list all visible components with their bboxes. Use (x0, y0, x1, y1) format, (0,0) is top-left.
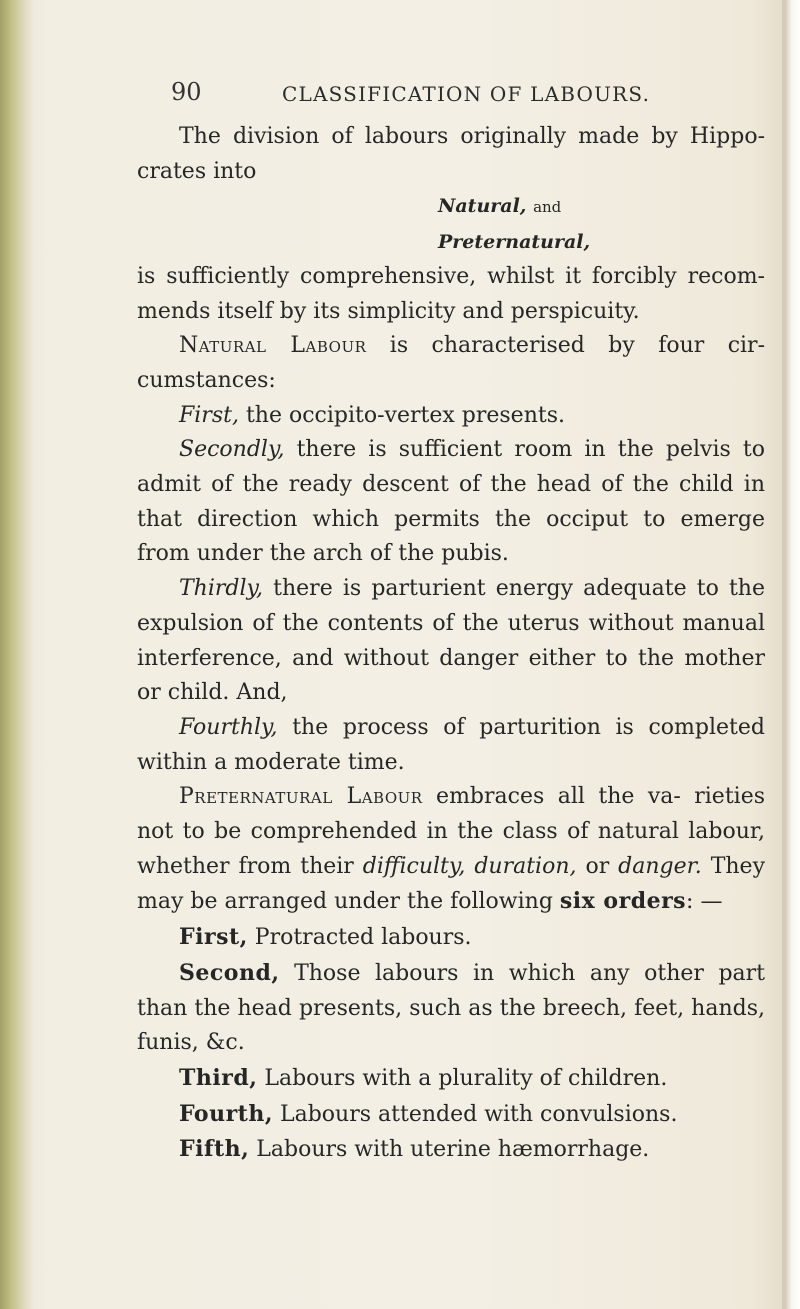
word-duration: duration, (474, 853, 577, 879)
text-fourthly: the process of parturition is completed within a moderate time. (137, 714, 765, 775)
term-natural (137, 189, 765, 225)
paragraph-intro: The division of labours originally made by Hippo- crates into (137, 124, 765, 184)
order-second (137, 956, 765, 1061)
natural-labour-text: is characterised by four cir- cumstances: (137, 333, 766, 393)
order-third (137, 1061, 765, 1097)
paragraph-thirdly (137, 572, 765, 711)
order-first-label: First, (179, 924, 248, 951)
page-gutter-shadow (0, 0, 34, 1309)
label-first: First, (179, 402, 239, 428)
pret-text-a: embraces all the va- rieties not to be comprehended in the class of natural labour, whether from their (137, 784, 766, 879)
term-preternatural: Preternatural, (438, 231, 591, 254)
body-text (137, 120, 765, 1168)
paragraph-preternatural-labour (137, 780, 765, 920)
label-fourthly: Fourthly, (179, 714, 278, 740)
word-difficulty: difficulty, (362, 853, 466, 879)
order-first-text: Protracted labours. (254, 925, 472, 951)
order-fourth-label: Fourth, (179, 1100, 273, 1127)
text-thirdly: there is parturient energy adequate to the expulsion of the contents of the uterus without manual interference, and without danger either to the mother or child. And, (137, 576, 765, 706)
page-header (0, 78, 790, 118)
word-or: or (585, 853, 610, 879)
page-number: 90 (171, 78, 202, 106)
order-second-label: Second, (179, 959, 280, 986)
order-fourth-text: Labours attended with convulsions. (280, 1101, 678, 1127)
paragraph-first (137, 399, 765, 434)
paragraph-fourthly (137, 711, 765, 780)
order-third-text: Labours with a plurality of children. (264, 1065, 668, 1091)
text-secondly: there is sufficient room in the pelvis to admit of the ready descent of the head of the child in that direction which permits the occiput to emerge from under the arch of the pubis. (137, 437, 766, 567)
order-third-label: Third, (179, 1064, 258, 1091)
word-danger: danger. (618, 853, 702, 879)
paragraph-secondly (137, 433, 765, 572)
six-orders-dash: : — (686, 889, 723, 915)
six-orders: six orders (559, 888, 687, 915)
order-fifth (137, 1132, 765, 1168)
page-right-margin (786, 0, 800, 1309)
order-fourth (137, 1097, 765, 1133)
order-fifth-text: Labours with uterine hæmorrhage. (256, 1137, 650, 1163)
order-second-text: Those labours in which any other part than the head presents, such as the breech, feet, hands, funis, &c. (137, 960, 766, 1056)
label-secondly: Secondly, (179, 437, 285, 463)
label-thirdly: Thirdly, (179, 576, 264, 602)
order-fifth-label: Fifth, (179, 1136, 250, 1163)
order-first (137, 920, 765, 956)
paragraph-comprehensive: is sufficiently comprehensive, whilst it forcibly recom- mends itself by its simplicity and perspicuity. (137, 263, 765, 324)
running-head: CLASSIFICATION OF LABOURS. (282, 82, 651, 106)
heading-preternatural-labour: Preternatural Labour (179, 784, 423, 810)
term-natural-and: and (533, 198, 562, 217)
paragraph-natural-labour (137, 329, 765, 398)
heading-natural-labour: Natural Labour (179, 333, 367, 359)
text-first: the occipito-vertex presents. (245, 402, 565, 428)
pret-text-b: They may be arranged under the following (137, 853, 765, 915)
term-natural-word: Natural, (438, 195, 527, 218)
